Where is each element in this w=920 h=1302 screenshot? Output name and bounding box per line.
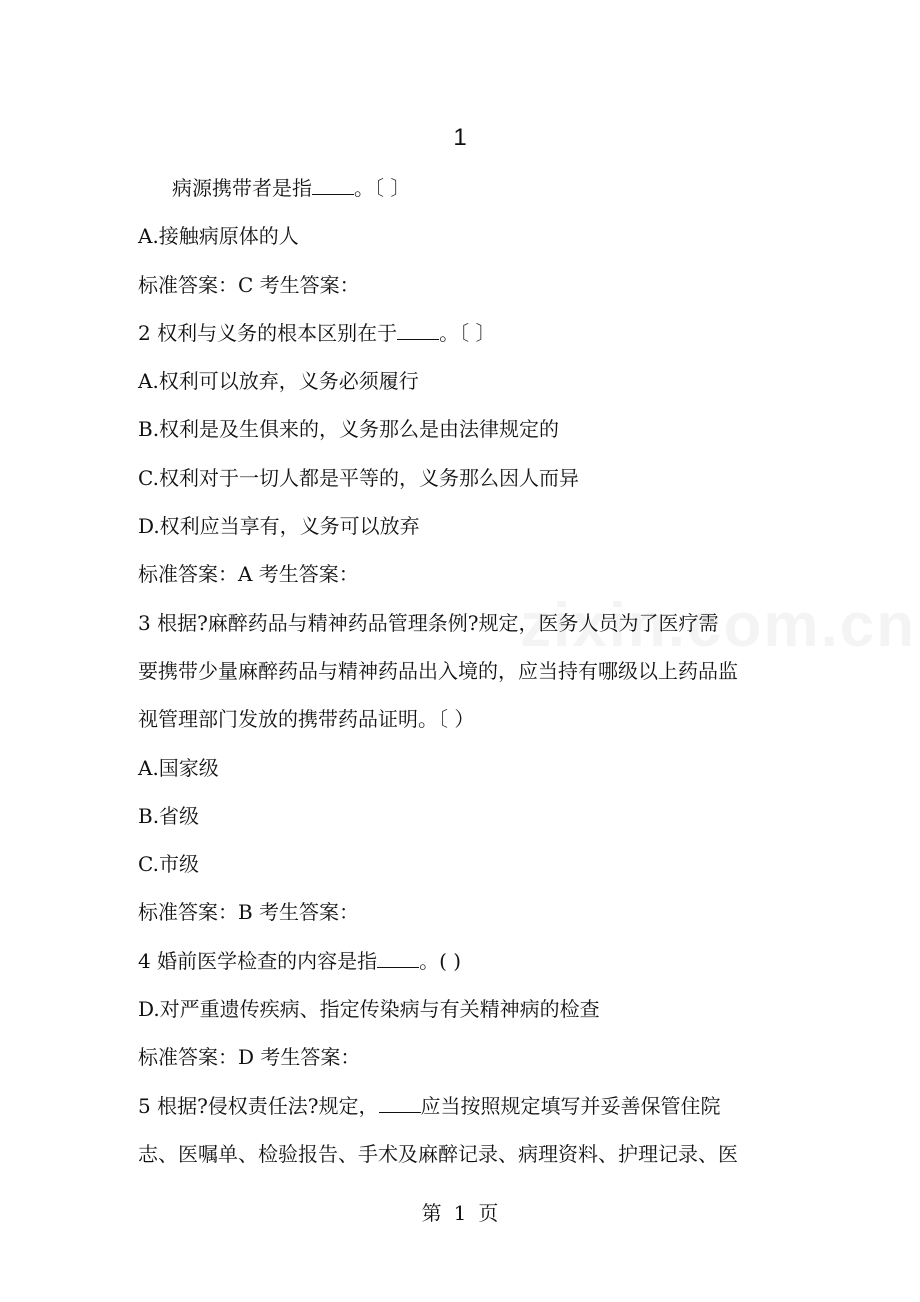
footer-prefix: 第: [421, 1201, 442, 1225]
footer-suffix: 页: [478, 1201, 499, 1225]
question-1-answer: 标准答案：C 考生答案：: [138, 272, 360, 297]
question-5-stem-line-1: [138, 1082, 784, 1130]
question-2-stem: [138, 309, 784, 357]
question-2-option-a: A.权利可以放弃，义务必须履行: [138, 369, 419, 394]
question-3-answer: 标准答案：B 考生答案：: [138, 900, 360, 925]
question-2-answer: 标准答案：A 考生答案：: [138, 562, 359, 587]
question-4-stem-text: 4 婚前医学检查的内容是指: [138, 948, 378, 973]
question-4-stem: [138, 937, 784, 985]
question-2-option-b: B.权利是及生俱来的，义务那么是由法律规定的: [138, 417, 560, 442]
question-4-bracket: 。( ): [419, 948, 462, 973]
question-5-blank: [379, 1092, 421, 1113]
question-2-blank: [397, 319, 439, 340]
question-3-stem-line-2: 要携带少量麻醉药品与精神药品出入境的，应当持有哪级以上药品监: [138, 658, 738, 683]
question-5-stem-line-2: 志、医嘱单、检验报告、手术及麻醉记录、病理资料、护理记录、医: [138, 1141, 738, 1166]
question-5-stem-rest: 应当按照规定填写并妥善保管住院: [420, 1093, 721, 1118]
question-1-blank: [312, 174, 354, 195]
question-4-option-d: D.对严重遗传疾病、指定传染病与有关精神病的检查: [138, 997, 600, 1022]
question-1-stem: [138, 164, 784, 212]
question-4-blank: [377, 947, 419, 968]
question-3-stem-line-1: 3 根据?麻醉药品与精神药品管理条例?规定，医务人员为了医疗需: [138, 610, 719, 635]
question-1-bracket: 。〔 〕: [354, 176, 411, 200]
question-1-stem-text: 病源携带者是指: [172, 176, 312, 200]
footer-page-number: 1: [453, 1201, 467, 1225]
question-5-stem-text: 5 根据?侵权责任法?规定，: [138, 1093, 379, 1118]
question-2-bracket: 。〔 〕: [439, 320, 496, 345]
page-title: 1: [453, 124, 467, 151]
question-3-stem-line-3: 视管理部门发放的携带药品证明。〔 ）: [138, 707, 475, 732]
page-footer: [0, 1193, 920, 1233]
question-2-option-d: D.权利应当享有，义务可以放弃: [138, 514, 420, 539]
question-3-option-c: C.市级: [138, 852, 199, 877]
question-1-option-a: A.接触病原体的人: [138, 224, 299, 249]
question-list: [138, 164, 784, 1178]
question-3-option-a: A.国家级: [138, 755, 219, 780]
question-2-option-c: C.权利对于一切人都是平等的，义务那么因人而异: [138, 465, 579, 490]
question-4-answer: 标准答案：D 考生答案：: [138, 1045, 361, 1070]
question-2-stem-text: 2 权利与义务的根本区别在于: [138, 320, 398, 345]
question-3-option-b: B.省级: [138, 803, 200, 828]
